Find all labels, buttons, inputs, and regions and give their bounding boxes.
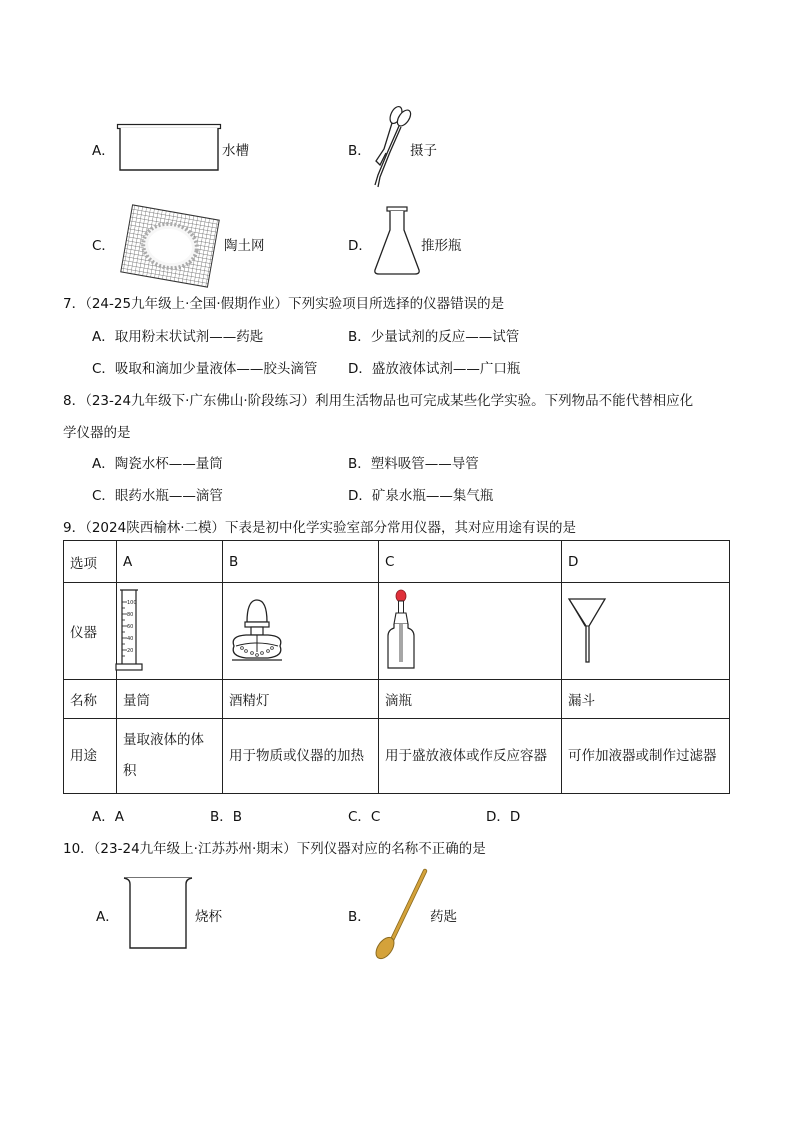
table-cell: 量筒 — [117, 680, 223, 719]
q10-option-b-name: 药匙 — [430, 909, 457, 925]
q7-stem: 7．（24-25九年级上·全国·假期作业）下列实验项目所选择的仪器错误的是 — [63, 296, 505, 312]
q6-option-d-name: 推形瓶 — [421, 238, 462, 254]
q7-option-d: D．盛放液体试剂——广口瓶 — [348, 361, 521, 377]
funnel-icon — [567, 596, 607, 664]
q8-stem-line2: 学仪器的是 — [63, 425, 131, 441]
clay-gauze-icon — [116, 204, 224, 288]
table-row — [64, 719, 730, 794]
table-cell: A — [117, 541, 223, 583]
table-cell: C — [379, 541, 562, 583]
q6-option-a-letter: A． — [92, 143, 115, 159]
table-cell: 可作加液器或制作过滤器 — [562, 719, 730, 794]
q8-option-c: C．眼药水瓶——滴管 — [92, 488, 223, 504]
graduated-cylinder-icon — [114, 588, 144, 674]
table-cell: 用于物质或仪器的加热 — [223, 719, 379, 794]
cylinder-tick-label: 80 — [127, 612, 134, 618]
q9-stem: 9．（2024陕西榆林·二模）下表是初中化学实验室部分常用仪器，其对应用途有误的是 — [63, 520, 576, 536]
q8-option-b: B．塑料吸管——导管 — [348, 456, 479, 472]
q10-option-a-name: 烧杯 — [195, 909, 222, 925]
spoon-icon — [370, 868, 430, 960]
q7-option-a: A．取用粉末状试剂——药匙 — [92, 329, 264, 345]
conical-flask-icon — [372, 206, 422, 276]
table-cell: 选项 — [64, 541, 117, 583]
table-cell: 漏斗 — [562, 680, 730, 719]
q10-option-b-letter: B． — [348, 909, 371, 925]
q6-option-b-letter: B． — [348, 143, 371, 159]
q6-option-d-letter: D． — [348, 238, 372, 254]
table-header-row — [64, 541, 730, 583]
table-cell: D — [562, 541, 730, 583]
q7-option-c: C．吸取和滴加少量液体——胶头滴管 — [92, 361, 318, 377]
table-cell: 名称 — [64, 680, 117, 719]
table-cell: 滴瓶 — [379, 680, 562, 719]
q9-option-d: D．D — [486, 809, 521, 825]
cylinder-tick-label: 60 — [127, 624, 134, 630]
cylinder-tick-label: 20 — [127, 648, 134, 654]
table-row — [64, 680, 730, 719]
table-cell: B — [223, 541, 379, 583]
q8-stem-line1: 8．（23-24九年级下·广东佛山·阶段练习）利用生活物品也可完成某些化学实验。下列物品不能代替相应化 — [63, 393, 694, 409]
q6-option-c-letter: C． — [92, 238, 115, 254]
table-cell: 量取液体的体积 — [117, 719, 223, 794]
q9-option-b: B．B — [210, 809, 243, 825]
table-cell: 酒精灯 — [223, 680, 379, 719]
q10-stem: 10．（23-24九年级上·江苏苏州·期末）下列仪器对应的名称不正确的是 — [63, 841, 486, 857]
cylinder-tick-label: 40 — [127, 636, 134, 642]
dropper-bottle-icon — [384, 588, 418, 672]
table-cell: 用途 — [64, 719, 117, 794]
beaker-icon — [122, 876, 194, 950]
q8-option-a: A．陶瓷水杯——量筒 — [92, 456, 223, 472]
cylinder-tick-label: 100 — [127, 600, 137, 606]
q9-option-c: C．C — [348, 809, 381, 825]
q6-option-c-name: 陶土网 — [224, 238, 265, 254]
q10-option-a-letter: A． — [96, 909, 119, 925]
q7-option-b: B．少量试剂的反应——试管 — [348, 329, 520, 345]
alcohol-lamp-icon — [226, 596, 288, 664]
water-trough-icon — [117, 124, 221, 172]
q6-option-b-name: 摄子 — [410, 143, 437, 159]
table-cell: 仪器 — [64, 583, 117, 680]
q8-option-d: D．矿泉水瓶——集气瓶 — [348, 488, 494, 504]
tweezers-icon — [370, 105, 412, 189]
q9-option-a: A．A — [92, 809, 124, 825]
table-cell: 用于盛放液体或作反应容器 — [379, 719, 562, 794]
q6-option-a-name: 水槽 — [222, 143, 249, 159]
